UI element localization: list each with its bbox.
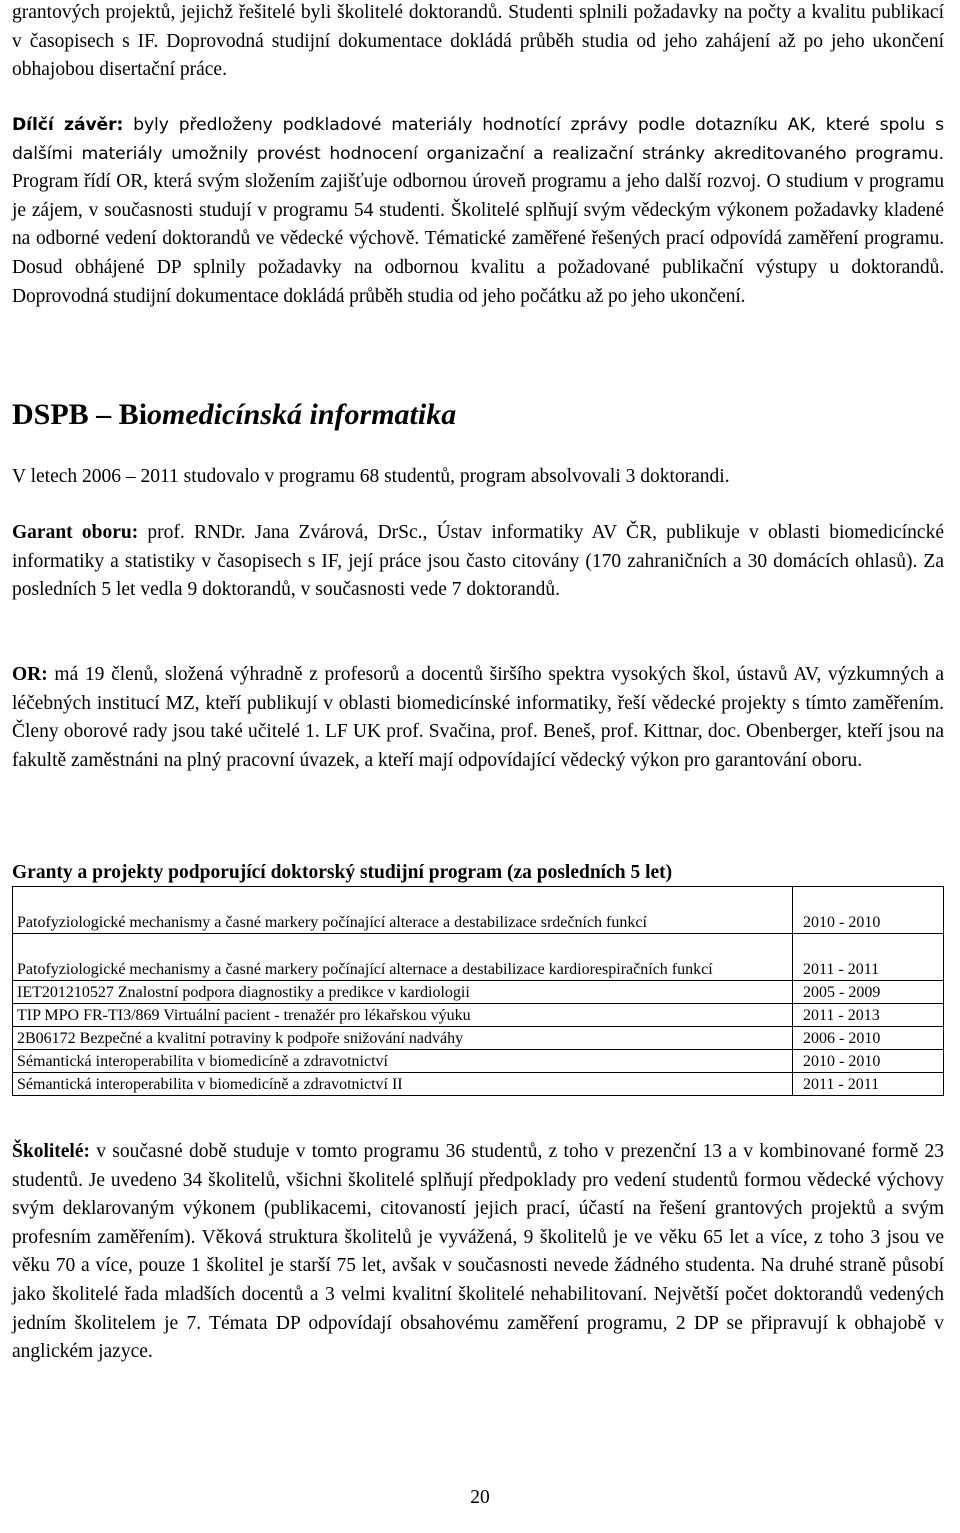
grant-row xyxy=(13,1073,944,1096)
grant-name: 2B06172 Bezpečné a kvalitní potraviny k podpoře snižování nadváhy xyxy=(13,1027,793,1050)
grant-row xyxy=(13,1050,944,1073)
grant-name: Sémantická interoperabilita v biomedicíně a zdravotnictví xyxy=(13,1050,793,1073)
grants-table-body xyxy=(13,887,944,1096)
or-board-label: OR: xyxy=(12,664,48,685)
partial-conclusion-paragraph xyxy=(12,111,944,311)
grant-name: Patofyziologické mechanismy a časné markery počínající alterace a destabilizace srdečních funkcí xyxy=(13,887,793,934)
grant-row xyxy=(13,887,944,934)
page-number: 20 xyxy=(470,1487,490,1508)
intro-text: grantových projektů, jejichž řešitelé byli školitelé doktorandů. Studenti splnili požadavky na počty a kvalitu publikací v časopisech s IF. Doprovodná studijní dokumentace dokládá průběh studia od jeho zahájení až po jeho ukončení obhajobou disertační práce. xyxy=(12,2,944,81)
section-summary-text: V letech 2006 – 2011 studovalo v programu 68 studentů, program absolvovali 3 doktorandi. xyxy=(12,466,730,487)
section-summary xyxy=(12,463,944,492)
or-board-paragraph xyxy=(12,661,944,775)
grant-years: 2011 - 2013 xyxy=(793,1004,944,1027)
grant-name: TIP MPO FR-TI3/869 Virtuální pacient - trenažér pro lékařskou výuku xyxy=(13,1004,793,1027)
grants-title xyxy=(12,860,944,886)
grants-title-text: Granty a projekty podporující doktorský studijní program (za posledních 5 let) xyxy=(12,862,673,883)
grant-row xyxy=(13,981,944,1004)
supervisors-text: v současné době studuje v tomto programu 36 studentů, z toho v prezenční 13 a v kombinované formě 23 studentů. Je uvedeno 34 školitelů, všichni školitelé splňují předpoklady pro vedení studentů formou vědecké výchovy svým deklarovaným výkonem (publikacemi, citovaností jejich prací, účastí na řešení grantových projektů a svým profesním zaměřením). Věková struktura školitelů je vyvážená, 9 školitelů je ve věku 65 let a více, z toho 3 jsou ve věku 70 a více, pouze 1 školitel je starší 75 let, avšak v současnosti nevede žádného studenta. Na druhé straně působí jako školitelé řada mladších docentů a 3 velmi kvalitní školitelé nehabilitovaní. Největší počet doktorandů vedených jedním školitelem je 7. Témata DP odpovídají obsahovému zaměření programu, 2 DP se připravují k obhajobě v anglickém jazyce. xyxy=(12,1141,944,1363)
grant-name: IET201210527 Znalostní podpora diagnostiky a predikce v kardiologii xyxy=(13,981,793,1004)
garant-text: prof. RNDr. Jana Zvárová, DrSc., Ústav informatiky AV ČR, publikuje v oblasti biomedicíncké informatiky a statistiky v časopisech s IF, její práce jsou často citovány (170 zahraničních a 30 domácích ohlasů). Za posledních 5 let vedla 9 doktorandů, v současnosti vede 7 doktorandů. xyxy=(12,522,944,601)
grant-name: Sémantická interoperabilita v biomedicíně a zdravotnictví II xyxy=(13,1073,793,1096)
grant-row xyxy=(13,1004,944,1027)
garant-label: Garant oboru: xyxy=(12,522,139,543)
grant-years: 2010 - 2010 xyxy=(793,887,944,934)
grant-years: 2011 - 2011 xyxy=(793,934,944,981)
partial-conclusion-text-2: Program řídí OR, která svým složením zajišťuje odbornou úroveň programu a jeho další rozvoj. O studium v programu je zájem, v současnosti studují v programu 54 studenti. Školitelé splňují svým vědeckým výkonem požadavky kladené na odborné vedení doktorandů ve vědecké výchově. Tématické zaměřené řešených prací odpovídá zaměření programu. Dosud obhájené DP splnily požadavky na odbornou kvalitu a požadované publikační výstupy u doktorandů. Doprovodná studijní dokumentace dokládá průběh studia od jeho počátku až po jeho ukončení. xyxy=(12,171,944,307)
grant-years: 2011 - 2011 xyxy=(793,1073,944,1096)
or-board-text: má 19 členů, složená výhradně z profesorů a docentů širšího spektra vysokých škol, ústavů AV, výzkumných a léčebných institucí MZ, kteří publikují v oblasti biomedicínské informatiky, řeší vědecké projekty s tímto zaměřením. Členy oborové rady jsou také učitelé 1. LF UK prof. Svačina, prof. Beneš, prof. Kittnar, doc. Obenberger, kteří jsou na fakultě zaměstnáni na plný pracovní úvazek, a kteří mají odpovídající vědecký výkon pro garantování oboru. xyxy=(12,664,944,771)
supervisors-label: Školitelé: xyxy=(12,1141,90,1162)
grant-row xyxy=(13,934,944,981)
grant-years: 2006 - 2010 xyxy=(793,1027,944,1050)
section-title: omedicínská informatika xyxy=(147,398,457,431)
partial-conclusion-text: byly předloženy podkladové materiály hodnotící zprávy podle dotazníku AK, které spolu s dalšími materiály umožnily provést hodnocení organizační a realizační stránky akreditovaného programu. xyxy=(12,115,944,164)
grants-table xyxy=(12,886,944,1096)
grant-years: 2005 - 2009 xyxy=(793,981,944,1004)
grant-name: Patofyziologické mechanismy a časné markery počínající alternace a destabilizace kardiorespiračních funkcí xyxy=(13,934,793,981)
section-code: DSPB – Bi xyxy=(12,398,148,431)
supervisors-paragraph xyxy=(12,1138,944,1367)
intro-paragraph xyxy=(12,0,944,85)
grant-row xyxy=(13,1027,944,1050)
section-heading xyxy=(12,397,944,433)
grant-years: 2010 - 2010 xyxy=(793,1050,944,1073)
garant-paragraph xyxy=(12,519,944,605)
partial-conclusion-label: Dílčí závěr: xyxy=(12,115,124,135)
